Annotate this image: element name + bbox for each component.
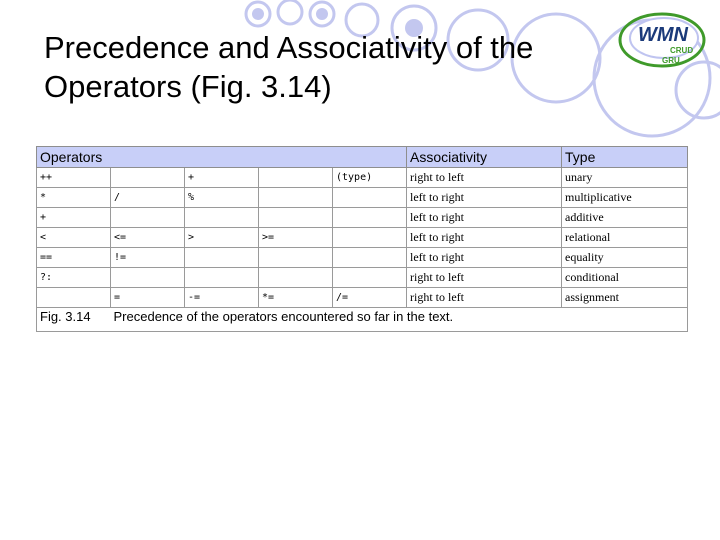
associativity-cell: right to left [407,268,562,288]
operator-cell [333,188,407,208]
operator-cell [259,168,333,188]
caption-text: Precedence of the operators encountered so far in the text. [111,308,688,332]
operator-cell: ?: [37,268,111,288]
operator-cell: = [111,288,185,308]
deco-circle [278,0,302,24]
operator-cell [185,248,259,268]
table-row [37,168,688,188]
operator-cell [259,268,333,288]
operator-cell: + [37,208,111,228]
operator-cell [333,228,407,248]
operator-cell: /= [333,288,407,308]
operator-cell: * [37,188,111,208]
operator-cell: > [185,228,259,248]
type-cell: assignment [562,288,688,308]
table-row [37,288,688,308]
operator-cell: % [185,188,259,208]
operator-cell: / [111,188,185,208]
slide-title-line1: Precedence and Associativity of the [44,30,534,65]
operator-cell: -= [185,288,259,308]
table-row [37,248,688,268]
caption-label: Fig. 3.14 [37,308,111,332]
operator-table [36,146,688,332]
type-cell: multiplicative [562,188,688,208]
operator-cell: < [37,228,111,248]
type-cell: relational [562,228,688,248]
header-operators: Operators [37,147,407,168]
table-header-row [37,147,688,168]
associativity-cell: left to right [407,208,562,228]
operator-cell: (type) [333,168,407,188]
operator-cell [333,268,407,288]
table-row [37,188,688,208]
operator-cell: + [185,168,259,188]
associativity-cell: right to left [407,288,562,308]
slide-title-line2: Operators (Fig. 3.14) [44,69,332,104]
table-row [37,208,688,228]
operator-cell [111,168,185,188]
associativity-cell: right to left [407,168,562,188]
operator-cell [185,268,259,288]
operator-cell: >= [259,228,333,248]
associativity-cell: left to right [407,228,562,248]
associativity-cell: left to right [407,248,562,268]
operator-cell [111,268,185,288]
deco-dot [316,8,328,20]
header-type: Type [562,147,688,168]
operator-cell [259,188,333,208]
operator-cell: *= [259,288,333,308]
operator-cell [333,208,407,228]
operator-cell [259,248,333,268]
type-cell: additive [562,208,688,228]
operator-cell: ++ [37,168,111,188]
operator-cell [259,208,333,228]
operator-cell: <= [111,228,185,248]
type-cell: conditional [562,268,688,288]
deco-circle [676,62,720,118]
type-cell: unary [562,168,688,188]
operator-cell [37,288,111,308]
table-row [37,268,688,288]
operator-cell [333,248,407,268]
operator-cell: == [37,248,111,268]
type-cell: equality [562,248,688,268]
operator-cell [185,208,259,228]
logo-text-main: WMN [638,24,688,46]
logo-text-sub2: GRU [662,56,680,65]
operator-cell [111,208,185,228]
caption-row [37,308,688,332]
table-row [37,228,688,248]
associativity-cell: left to right [407,188,562,208]
header-associativity: Associativity [407,147,562,168]
logo-text-sub1: CRUD [670,46,694,55]
slide-title [44,28,604,106]
deco-dot [252,8,264,20]
wmn-logo [618,6,714,68]
operator-cell: != [111,248,185,268]
